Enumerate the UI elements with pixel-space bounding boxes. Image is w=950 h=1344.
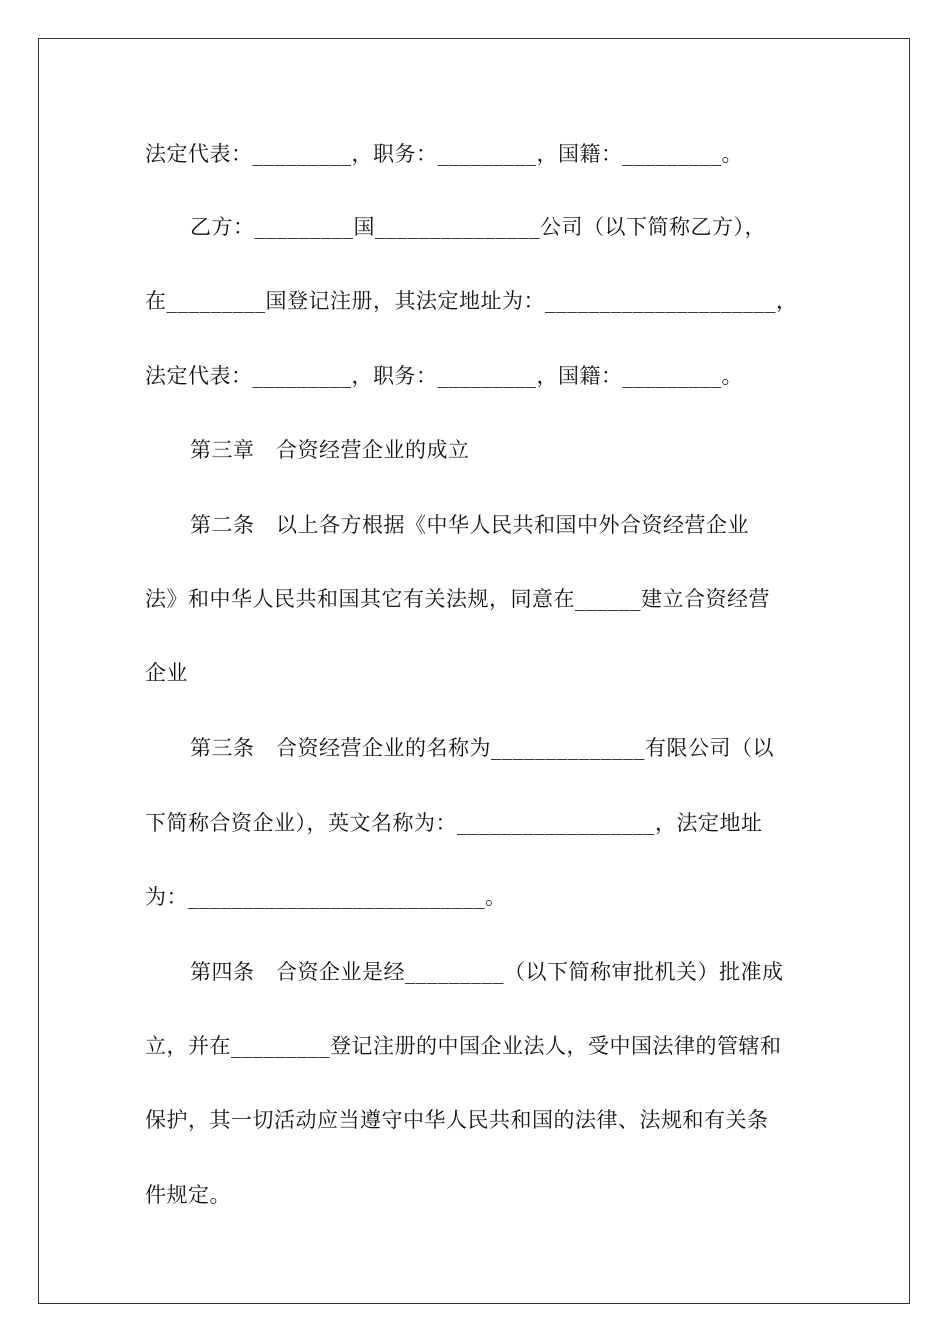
- party-b-registration-line: 在_________国登记注册，其法定地址为：_____________________，: [145, 289, 798, 313]
- article-4-line-3: 保护，其一切活动应当遵守中华人民共和国的法律、法规和有关条: [145, 1108, 769, 1132]
- article-3-line-1: 第三条 合资经营企业的名称为______________有限公司（以: [190, 736, 774, 760]
- article-2-line-2: 法》和中华人民共和国其它有关法规，同意在______建立合资经营: [145, 587, 770, 611]
- article-4-line-1: 第四条 合资企业是经_________（以下简称审批机关）批准成: [190, 960, 784, 984]
- article-4-line-4: 件规定。: [145, 1183, 231, 1207]
- party-b-line: 乙方：_________国_______________公司（以下简称乙方），: [190, 215, 766, 239]
- article-4-line-2: 立，并在_________登记注册的中国企业法人，受中国法律的管辖和: [145, 1034, 782, 1058]
- article-2-line-3: 企业: [145, 661, 188, 685]
- article-2-line-1: 第二条 以上各方根据《中华人民共和国中外合资经营企业: [190, 513, 749, 537]
- article-3-line-2: 下简称合资企业），英文名称为：__________________，法定地址: [145, 811, 763, 835]
- party-a-representative-line: 法定代表：_________，职务：_________，国籍：_________。: [145, 142, 743, 166]
- article-3-line-3: 为：___________________________。: [145, 885, 507, 909]
- party-b-representative-line: 法定代表：_________，职务：_________，国籍：_________。: [145, 364, 743, 388]
- chapter-heading: 第三章 合资经营企业的成立: [190, 438, 470, 462]
